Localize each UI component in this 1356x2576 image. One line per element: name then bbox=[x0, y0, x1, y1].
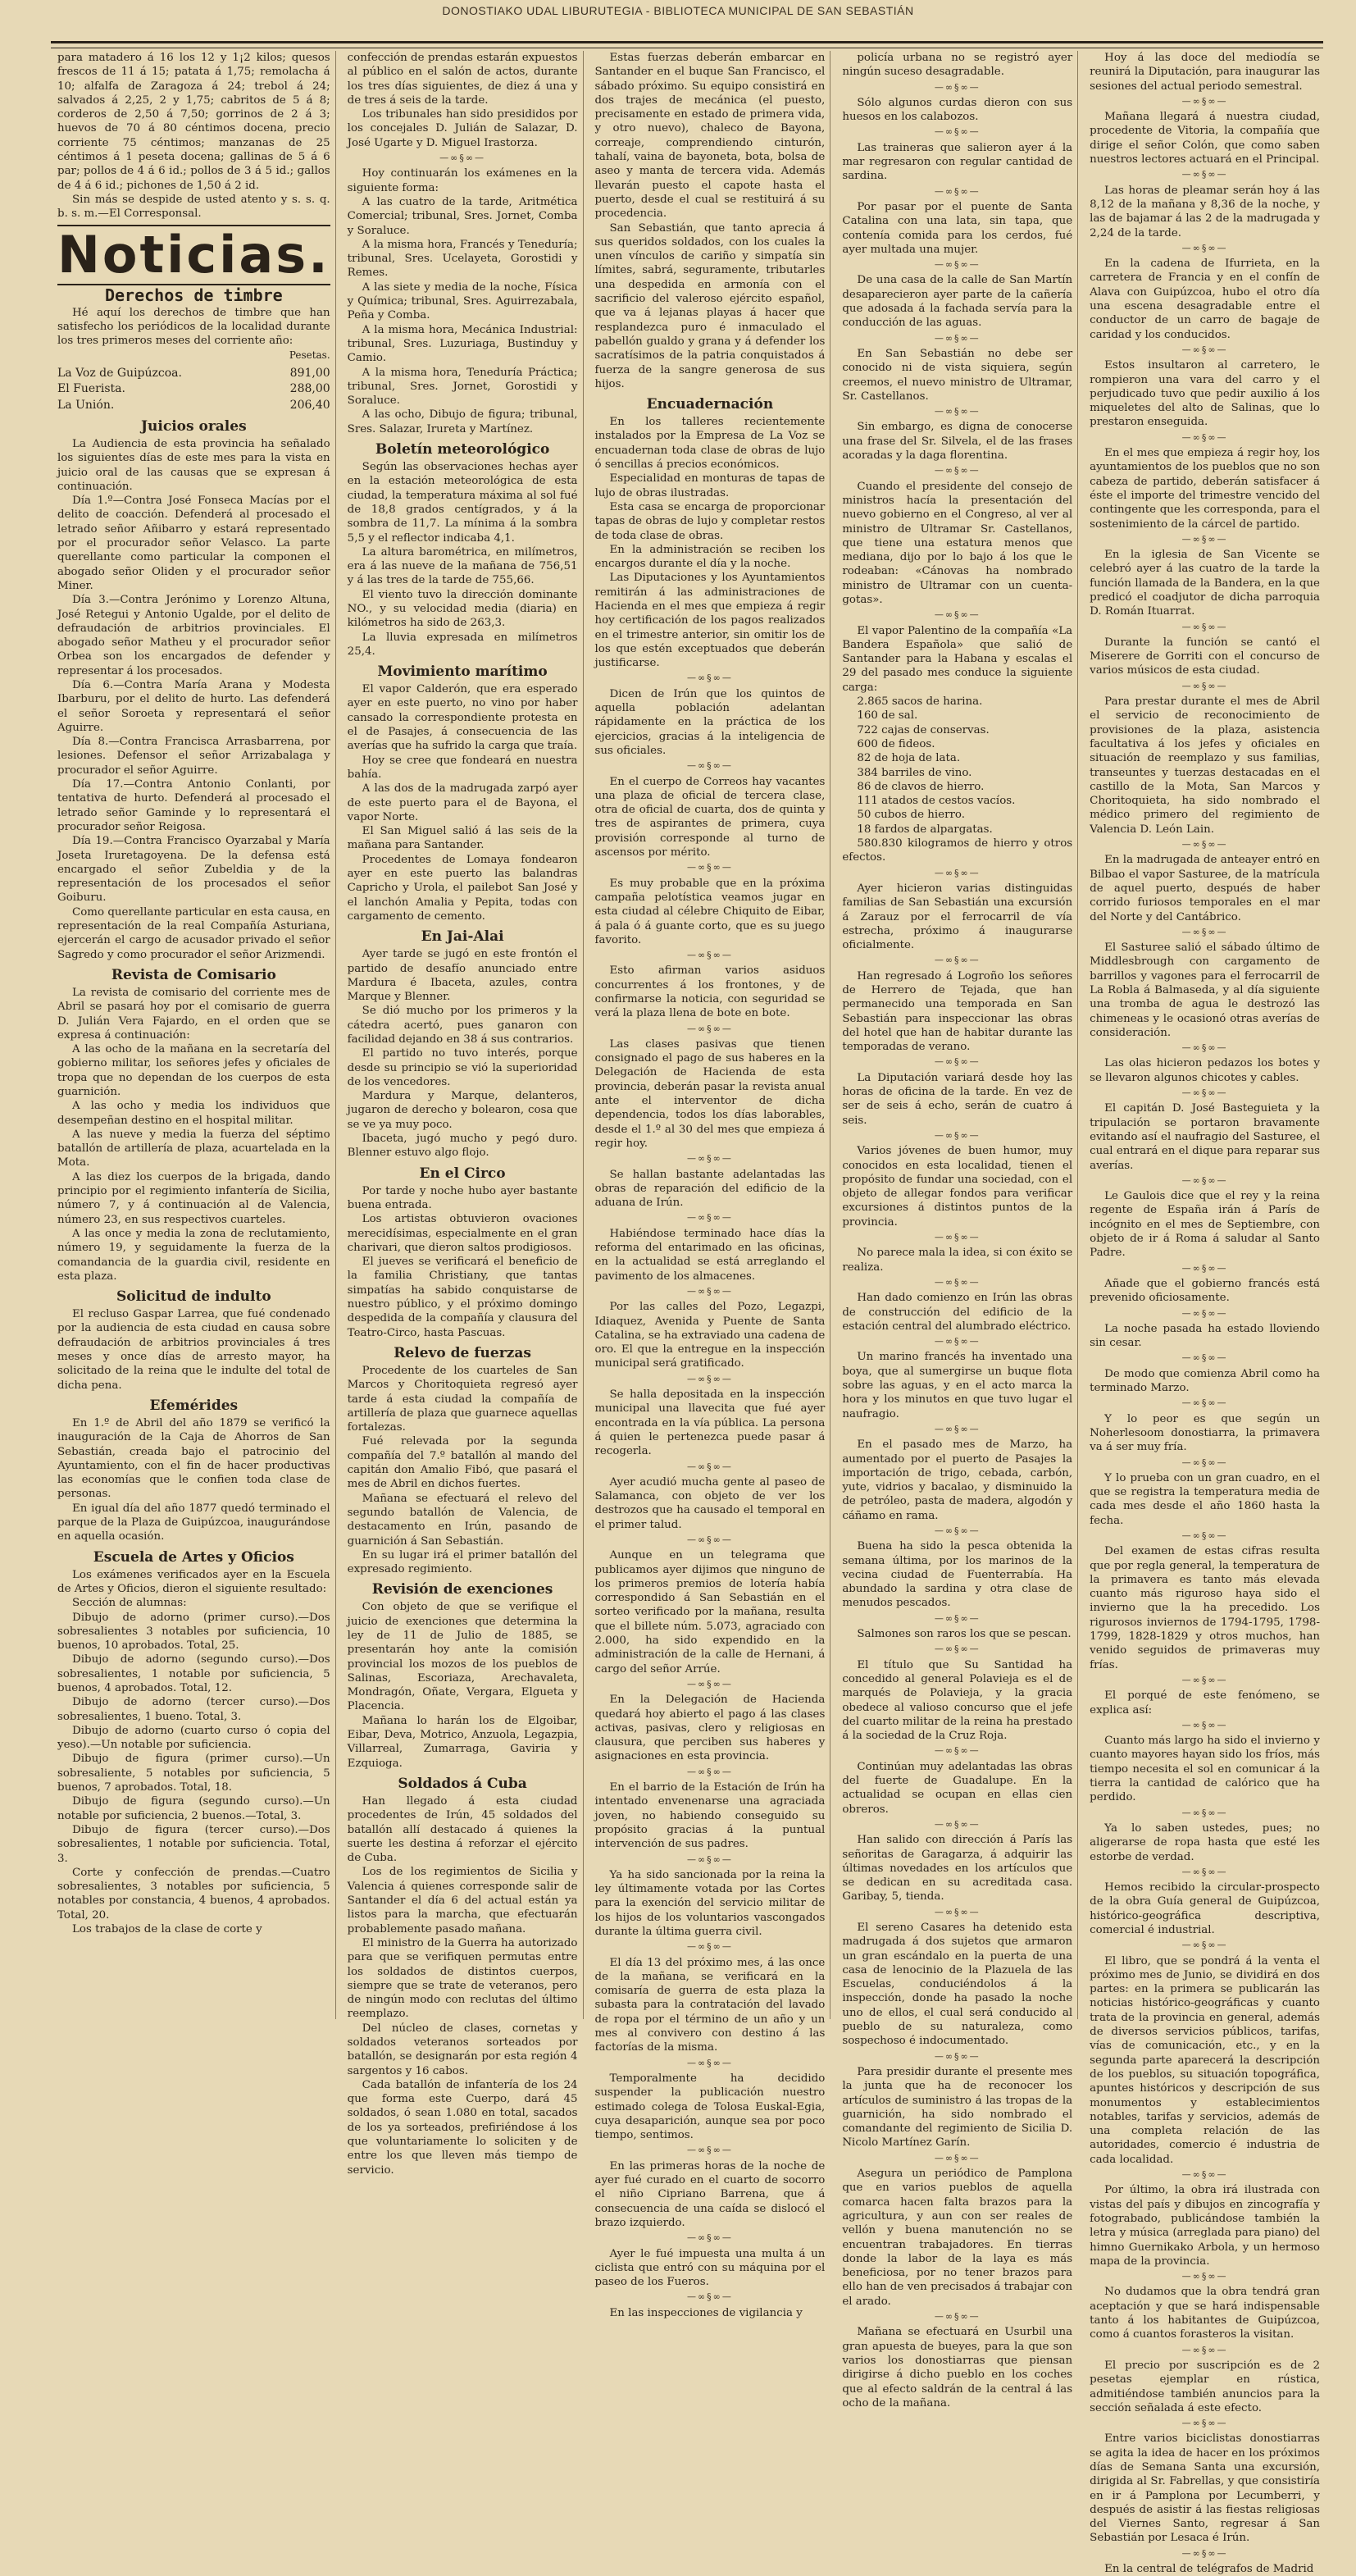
separator: —∞§∞— bbox=[934, 1129, 981, 1141]
article-paragraph: 82 de hoja de lata. bbox=[857, 752, 961, 765]
pesetas-label: Pesetas. bbox=[289, 349, 330, 361]
article-paragraph: Han regresado á Logroño los señores de Herrero de Tejada, que han permanecido una temporada en San Sebastián para inspeccionar las obras del hotel que han de habitar durante las temporadas de verano. bbox=[842, 969, 1073, 1054]
article-paragraph: A las ocho y media los individuos que desempeñan destino en el hospital militar. bbox=[57, 1100, 330, 1127]
separator: —∞§∞— bbox=[1181, 169, 1228, 180]
article-paragraph: El día 13 del próximo mes, á las once de la mañana, se verificará en la comisaría de guerra de esta plaza la subasta para la contratación del lavado de ropa por el término de un año y un mes al convivero con destino á las factorías de la misma. bbox=[594, 1956, 826, 2054]
separator: —∞§∞— bbox=[687, 2057, 733, 2068]
article-paragraph: En la administración se reciben los encargos durante el día y la noche. bbox=[594, 543, 826, 571]
article-paragraph: Día 8.—Contra Francisca Arrasbarrena, por lesiones. Defensor el señor Arrizabalaga y procurador el señor Aguirre. bbox=[57, 736, 330, 777]
article-paragraph: Dibujo de figura (tercer curso).—Dos sobresalientes, 1 notable por suficiencia. Total, 3. bbox=[57, 1823, 330, 1865]
separator: —∞§∞— bbox=[934, 2152, 981, 2163]
article-paragraph: San Sebastián, que tanto aprecia á sus queridos soldados, con los cuales la unen vínculos de cariño y simpatía sin límites, sabrá, seguramente, tributarles una despedida en armonía con el sacrificio del valeroso ejército español, que va á lejanas playas á hacer que resplandezca puro é inmaculado el pabellón gualdo y grana y á defender los sacratísimos de la patria conquistados á fuerza de la sangre generosa de sus hijos. bbox=[594, 221, 826, 390]
article-paragraph: En la cadena de Ifurrieta, en la carretera de Francia y en el confín de Alava con Guipúzcoa, hubo el otro día una escena desagradable entre el conductor de un carro de bagaje de caridad y los conducidos. bbox=[1090, 258, 1320, 341]
article-paragraph: 580.830 kilogramos de hierro y otros efectos. bbox=[842, 837, 1073, 864]
article-paragraph: Estas fuerzas deberán embarcar en Santander en el buque San Francisco, el sábado próximo. Su equipo consistirá en dos trajes de mecánica (el puesto, precisamente en estado de primera vida, y otro nuevo), chaleco de Bayona, correaje, comprendiendo cinturón, tahalí, vaina de bayoneta, bota, bolsa de aseo y manta de tercera vida. Además llevarán puesto el capote hasta el puerto, desde el cual se restituirá á su procedencia. bbox=[594, 52, 826, 221]
article-paragraph: Los de los regimientos de Sicilia y Valencia á quienes corresponde salir de Santander el día 6 del actual están ya listos para la marcha, que efectuarán probablemente pasado mañana. bbox=[347, 1866, 578, 1935]
separator: —∞§∞— bbox=[934, 1276, 981, 1288]
separator: —∞§∞— bbox=[687, 2145, 733, 2156]
article-paragraph: En su lugar irá el primer batallón del expresado regimiento. bbox=[347, 1548, 578, 1576]
separator: —∞§∞— bbox=[934, 81, 981, 93]
article-paragraph: Ayer tarde se jugó en este frontón el partido de desafío anunciado entre Mardura é Ibaceta, azules, contra Marque y Blenner. bbox=[347, 948, 578, 1004]
article-paragraph: En el mes que empieza á regir hoy, los ayuntamientos de los pueblos que no son cabeza de partido, deberán satisfacer á éste el importe del trimestre vencido del contingente que les corresponda, para el sostenimiento de la cárcel de partido. bbox=[1090, 447, 1320, 531]
article-paragraph: 86 de clavos de hierro. bbox=[857, 780, 985, 793]
article-paragraph: En las inspecciones de vigilancia y bbox=[609, 2306, 803, 2319]
article-paragraph: Por último, la obra irá ilustrada con vistas del país y dibujos en zincografía y fotograbado, publicándose también la letra y música (arreglada para piano) del himno Guernikako Arbola, y un hermoso mapa de la provincia. bbox=[1090, 2184, 1320, 2268]
article-paragraph: Del examen de estas cifras resulta que por regla general, la temperatura de la primavera es tanto más elevada cuanto más riguroso haya sido el invierno que la ha precedido. Los rigurosos inviernos de 1794-1795, 1798-1799, 1828-1829 y otros muchos, han venido seguidos de primaveras muy frías. bbox=[1090, 1545, 1320, 1671]
article-paragraph: 18 fardos de alpargatas. bbox=[857, 823, 993, 836]
heading-jaialai: En Jai-Alai bbox=[421, 928, 504, 946]
article-paragraph: 160 de sal. bbox=[857, 709, 918, 723]
article-paragraph: Mañana se efectuará en Usurbil una gran apuesta de bueyes, para la que son varios los donostiarras que piensan dirigirse á dicho pueblo en los coches que al efecto saldrán de la central á las ocho de la mañana. bbox=[842, 2326, 1073, 2410]
separator: —∞§∞— bbox=[1181, 1719, 1228, 1730]
column-3 bbox=[590, 51, 831, 2319]
separator: —∞§∞— bbox=[934, 609, 981, 621]
article-paragraph: Y lo peor es que según un Noherlesoom donostiarra, la primavera va á ser muy fría. bbox=[1090, 1412, 1320, 1454]
separator: —∞§∞— bbox=[934, 1818, 981, 1830]
separator: —∞§∞— bbox=[687, 1461, 733, 1472]
separator: —∞§∞— bbox=[1181, 1087, 1228, 1099]
separator: —∞§∞— bbox=[1181, 1807, 1228, 1818]
article-paragraph: Hemos recibido la circular-prospecto de la obra Guía general de Guipúzcoa, histórico-geográfica descriptiva, comercial é industrial. bbox=[1090, 1881, 1320, 1936]
article-paragraph: Dibujo de adorno (tercer curso).—Dos sobresalientes, 1 bueno. Total, 3. bbox=[57, 1696, 330, 1723]
article-paragraph: Ya ha sido sancionada por la reina la ley últimamente votada por las Cortes para la exención del servicio militar de los hijos de los voluntarios vascongados durante la última guerra civil. bbox=[594, 1868, 826, 1938]
separator: —∞§∞— bbox=[934, 1423, 981, 1434]
article-paragraph: En los talleres recientemente instalados por la Empresa de La Voz se encuadernan toda clase de obras de lujo ó sencillas á precios económicos. bbox=[594, 416, 826, 472]
article-paragraph: El partido no tuvo interés, porque desde su principio se vió la superioridad de los vencedores. bbox=[347, 1047, 578, 1088]
article-paragraph: El Sasturee salió el sábado último de Middlesbrough con cargamento de barrillos y vagones para el ferrocarril de La Robla á Balmaseda, y al día siguiente una tromba de agua le destrozó las chimeneas y le ocasionó otras averías de consideración. bbox=[1090, 941, 1320, 1039]
article-paragraph: Continúan muy adelantadas las obras del fuerte de Guadalupe. En la actualidad se ocupan en ellas cien obreros. bbox=[842, 1760, 1073, 1816]
separator: —∞§∞— bbox=[934, 406, 981, 417]
separator: —∞§∞— bbox=[439, 153, 485, 164]
article-paragraph: El porqué de este fenómeno, se explica así: bbox=[1090, 1689, 1320, 1717]
article-paragraph: Se hallan bastante adelantadas las obras de reparación del edificio de la aduana de Irún. bbox=[594, 1168, 826, 1210]
article-paragraph: El vapor Calderón, que era esperado ayer en este puerto, no vino por haber cansado la correspondiente protesta en el de Pasajes, á consecuencia de las averías que ha sufrido la carga que traía. bbox=[347, 683, 578, 753]
newspaper-columns bbox=[52, 51, 1325, 2576]
separator: —∞§∞— bbox=[1181, 1866, 1228, 1877]
price-row bbox=[57, 381, 330, 397]
article-paragraph: La altura barométrica, en milímetros, era á las nueve de la mañana de 756,51 y á las tres de la tarde de 755,66. bbox=[347, 545, 578, 587]
heading-escuela: Escuela de Artes y Oficios bbox=[93, 1548, 294, 1566]
paper-name: La Voz de Guipúzcoa. bbox=[57, 367, 182, 381]
article-paragraph: La noche pasada ha estado lloviendo sin cesar. bbox=[1090, 1322, 1320, 1350]
article-paragraph: Aunque en un telegrama que publicamos ayer dijimos que ninguno de los primeros premios de lotería había correspondido á San Sebastián en el sorteo verificado por la mañana, resulta que el billete núm. 5.073, agraciado con 2.000, ha sido expendido en la administración de la calle de Hernani, á cargo del señor Arrúe. bbox=[594, 1549, 826, 1676]
separator: —∞§∞— bbox=[687, 1766, 733, 1777]
article-paragraph: Es muy probable que en la próxima campaña pelotística veamos jugar en esta ciudad al célebre Chiquito de Eibar, á pala ó á guante corto, que es su juego favorito. bbox=[594, 877, 826, 946]
heading-encuadernacion: Encuadernación bbox=[646, 396, 774, 413]
article-paragraph: Sección de alumnas: bbox=[72, 1597, 187, 1610]
article-paragraph: 722 cajas de conservas. bbox=[857, 723, 990, 736]
article-paragraph: A las ocho, Dibujo de figura; tribunal, Sres. Salazar, Irureta y Martínez. bbox=[347, 408, 578, 435]
separator: —∞§∞— bbox=[934, 1336, 981, 1347]
article-paragraph: Y lo prueba con un gran cuadro, en el que se registra la temperatura media de cada mes desde el año 1860 hasta la fecha. bbox=[1090, 1471, 1320, 1527]
article-paragraph: Para prestar durante el mes de Abril el servicio de reconocimiento de provisiones de la plaza, asistencia facultativa á los jefes y oficiales en situación de reemplazo y sus familias, transeuntes y tuerzas destacadas en el castillo de la Mota, San Marcos y Choritoquieta, ha sido nombrado el médico primero del regimiento de Valencia D. León Lain. bbox=[1090, 695, 1320, 836]
separator: —∞§∞— bbox=[1181, 1530, 1228, 1541]
article-paragraph: Hoy continuarán los exámenes en la siguiente forma: bbox=[347, 167, 578, 194]
heading-relevo: Relevo de fuerzas bbox=[394, 1344, 531, 1361]
article-paragraph: Por las calles del Pozo, Legazpi, Idiaquez, Avenida y Puente de Santa Catalina, se ha extraviado una cadena de oro. El que la entregue en la inspección municipal será gratificado. bbox=[594, 1301, 826, 1370]
article-paragraph: Añade que el gobierno francés está prevenido oficiosamente. bbox=[1090, 1277, 1320, 1305]
price-table bbox=[57, 366, 330, 413]
article-paragraph: Corte y confección de prendas.—Cuatro sobresalientes, 3 notables por suficiencia, 5 notables por constancia, 4 buenos, 4 aprobados. Total, 20. bbox=[57, 1866, 330, 1922]
article-paragraph: A la misma hora, Mecánica Industrial: tribunal, Sres. Luzuriaga, Bustinduy y Camio. bbox=[347, 323, 578, 365]
article-paragraph: Las traineras que salieron ayer á la mar regresaron con regular cantidad de sardina. bbox=[842, 141, 1073, 183]
article-paragraph: En San Sebastián no debe ser conocido ni de vista siquiera, según creemos, el nuevo ministro de Ultramar, Sr. Castellanos. bbox=[842, 347, 1073, 403]
heading-exenciones: Revisión de exenciones bbox=[371, 1581, 553, 1598]
indulto-text: El recluso Gaspar Larrea, que fué condenado por la audiencia de esta ciudad en causa sobre defraudación de arbitrios provinciales á tres meses y once días de arresto mayor, ha solicitado de la reina que le indulte del total de dicha pena. bbox=[57, 1308, 330, 1392]
article-paragraph: Cada batallón de infantería de los 24 que forma este Cuerpo, dará 45 soldados, ó sean 1.080 en total, sacados de los ya sorteados, prefiriéndose á los que voluntariamente lo soliciten y de entre los que lleven más tiempo de servicio. bbox=[347, 2078, 578, 2177]
article-paragraph: A la misma hora, Teneduría Práctica; tribunal, Sres. Jornet, Gorostidi y Soraluce. bbox=[347, 366, 578, 408]
section-masthead: Noticias. bbox=[57, 224, 330, 285]
article-paragraph: Mañana se efectuará el relevo del segundo batallón de Valencia, de destacamento en Irún, pasando de guarnición á San Sebastián. bbox=[347, 1492, 578, 1548]
article-paragraph: El capitán D. José Basteguieta y la tripulación se portaron bravamente evitando así el naufragio del Sasturee, el cual entrará en el dique para reparar sus averías. bbox=[1090, 1102, 1320, 1172]
separator: —∞§∞— bbox=[687, 1941, 733, 1953]
article-paragraph: No parece mala la idea, si con éxito se realiza. bbox=[842, 1247, 1073, 1274]
separator: —∞§∞— bbox=[934, 1525, 981, 1536]
article-paragraph: A las once y media la zona de reclutamiento, número 19, y seguidamente la fuerza de la comandancia de la guardia civil, residente en esta plaza. bbox=[57, 1227, 330, 1283]
article-paragraph: En la Delegación de Hacienda quedará hoy abierto el pago á las clases activas, pasivas, clero y religiosas en clausura, que perciben sus haberes y asignaciones en esta provincia. bbox=[594, 1694, 826, 1763]
article-paragraph: Dibujo de figura (segundo curso).—Un notable por suficiencia, 2 buenos.—Total, 3. bbox=[57, 1795, 330, 1822]
article-paragraph: Los trabajos de la clase de corte y bbox=[72, 1923, 262, 1936]
article-paragraph: Han salido con dirección á París las señoritas de Garagarza, á adquirir las últimas novedades en los artículos que se dedican en su acreditada casa. Garibay, 5, tienda. bbox=[842, 1834, 1073, 1904]
article-paragraph: Procedente de los cuarteles de San Marcos y Choritoquieta regresó ayer tarde á esta ciudad la compañía de artillería de plaza que guarnece aquellas fortalezas. bbox=[347, 1364, 578, 1434]
separator: —∞§∞— bbox=[1181, 1352, 1228, 1364]
separator: —∞§∞— bbox=[1181, 926, 1228, 937]
heading-boletin: Boletín meteorológico bbox=[375, 441, 550, 458]
separator: —∞§∞— bbox=[1181, 1457, 1228, 1468]
market-prices-text: para matadero á 16 los 12 y 1¡2 kilos; quesos frescos de 11 á 15; patata á 1,75; remolacha á 10; alfalfa de Zaragoza á 24; trebol á 24; salvados á 2,25, 2 y 1,75; cabritos de 5 á 8; corderos de 2,50 á 7,50; gorrinos de 2 á 3; huevos de 70 á 80 céntimos docena, precio corriente 75 céntimos; manzanas de 25 céntimos á 1 peseta docena; gallinas de 5 á 6 par; pollos de 4 á 6 id.; pollos de 3 á 5 id.; gallos de 4 á 6 id.; pichones de 1,50 á 2 id. bbox=[57, 52, 330, 192]
separator: —∞§∞— bbox=[1181, 242, 1228, 253]
article-paragraph: Ya lo saben ustedes, pues; no aligerarse de ropa hasta que esté les estorbe de verdad. bbox=[1090, 1821, 1320, 1863]
column-1 bbox=[52, 51, 336, 2019]
separator: —∞§∞— bbox=[1181, 1174, 1228, 1186]
separator: —∞§∞— bbox=[1181, 680, 1228, 691]
separator: —∞§∞— bbox=[934, 955, 981, 966]
article-paragraph: Ayer le fué impuesta una multa á un ciclista que entró con su máquina por el paseo de los Fueros. bbox=[594, 2247, 826, 2289]
article-paragraph: El viento tuvo la dirección dominante NO., y su velocidad media (diaria) en kilómetros ha sido de 263,3. bbox=[347, 588, 578, 630]
article-paragraph: Sin embargo, es digna de conocerse una frase del Sr. Silvela, el de las frases acoradas y la daga florentina. bbox=[842, 421, 1073, 463]
separator: —∞§∞— bbox=[1181, 2169, 1228, 2181]
article-paragraph: Le Gaulois dice que el rey y la reina regente de España irán á París de incógnito en el mes de Septiembre, con objeto de ir á Roma á saludar al Santo Padre. bbox=[1090, 1190, 1320, 1260]
article-paragraph: Día 17.—Contra Antonio Conlanti, por tentativa de hurto. Defenderá al procesado el letrado señor Gaminde y lo representará el procurador señor Reigosa. bbox=[57, 778, 330, 833]
heading-revista: Revista de Comisario bbox=[111, 966, 276, 983]
article-paragraph: Dibujo de adorno (primer curso).—Dos sobresalientes 3 notables por suficiencia, 10 buenos, 10 aprobados. Total, 25. bbox=[57, 1611, 330, 1653]
paper-name: El Fuerista. bbox=[57, 382, 125, 396]
article-paragraph: De modo que comienza Abril como ha terminado Marzo. bbox=[1090, 1367, 1320, 1395]
article-paragraph: Buena ha sido la pesca obtenida la semana última, por los marinos de la vecina ciudad de Fuenterrabía. Ha abundado la sardina y otra clase de menudos pescados. bbox=[842, 1540, 1073, 1610]
article-paragraph: La revista de comisario del corriente mes de Abril se pasará hoy por el comisario de guerra D. Julián Vera Fajardo, en el orden que se expresa á continuación: bbox=[57, 986, 330, 1042]
article-paragraph: Cuanto más largo ha sido el invierno y cuanto mayores hayan sido los fríos, más tiempo necesita el sol en comunicar á la tierra la cantidad de calórico que ha perdido. bbox=[1090, 1735, 1320, 1804]
article-paragraph: Los artistas obtuvieron ovaciones merecidísimas, especialmente en el gran charivari, que dieron saltos prodigiosos. bbox=[347, 1213, 578, 1254]
article-paragraph: A las nueve y media la fuerza del séptimo batallón de artillería de plaza, acuartelada en la Mota. bbox=[57, 1128, 330, 1169]
separator: —∞§∞— bbox=[1181, 1674, 1228, 1685]
article-paragraph: En la madrugada de anteayer entró en Bilbao el vapor Sasturee, de la matrícula de aquel puerto, después de haber corrido furiosos temporales en el mar del Norte y del Cantábrico. bbox=[1090, 854, 1320, 923]
separator: —∞§∞— bbox=[687, 1534, 733, 1545]
separator: —∞§∞— bbox=[687, 1678, 733, 1689]
article-paragraph: 600 de fideos. bbox=[857, 737, 935, 750]
price-row bbox=[57, 366, 330, 381]
article-paragraph: Se halla depositada en la inspección municipal una llavecita que fué ayer encontrada en la vía pública. La persona á quien le pertenezca puede pasar á recogerla. bbox=[594, 1388, 826, 1458]
article-paragraph: Día 19.—Contra Francisco Oyarzabal y María Joseta Iruretagoyena. De la defensa está encargado el señor Zubeldia y de la representación de los procesados el señor Goiburu. bbox=[57, 835, 330, 905]
article-paragraph: 50 cubos de hierro. bbox=[857, 809, 965, 822]
article-paragraph: Varios jóvenes de buen humor, muy conocidos en esta localidad, tienen el propósito de fundar una sociedad, con el objeto de allegar fondos para verificar excursiones á distintos puntos de la provincia. bbox=[842, 1145, 1073, 1229]
column-4 bbox=[837, 51, 1078, 2410]
separator: —∞§∞— bbox=[934, 126, 981, 138]
paper-name: La Unión. bbox=[57, 398, 115, 412]
article-paragraph: Temporalmente ha decidido suspender la publicación nuestro estimado colega de Tolosa Euskal-Egia, cuya desaparición, aunque sea por poco tiempo, sentimos. bbox=[594, 2072, 826, 2142]
separator: —∞§∞— bbox=[687, 862, 733, 873]
article-paragraph: A las dos de la madrugada zarpó ayer de este puerto para el de Bayona, el vapor Norte. bbox=[347, 782, 578, 823]
separator: —∞§∞— bbox=[687, 2232, 733, 2244]
article-paragraph: 384 barriles de vino. bbox=[857, 766, 972, 779]
article-paragraph: No dudamos que la obra tendrá gran aceptación y que se hará indispensable tanto á los habitantes de Guipúzcoa, como á cuantos forasteros la visitan. bbox=[1090, 2286, 1320, 2341]
article-paragraph: policía urbana no se registró ayer ningún suceso desagradable. bbox=[842, 52, 1073, 79]
article-paragraph: Sólo algunos curdas dieron con sus huesos en los calabozos. bbox=[842, 96, 1073, 124]
separator: —∞§∞— bbox=[934, 1906, 981, 1917]
article-paragraph: Los exámenes verificados ayer en la Escuela de Artes y Oficios, dieron el siguiente resultado: bbox=[57, 1568, 330, 1595]
separator: —∞§∞— bbox=[1181, 621, 1228, 632]
article-paragraph: Estos insultaron al carretero, le rompieron una vara del carro y el perjudicado tuvo que pedir auxilio á los miqueletes del alto de Salinas, que lo prestaron enseguida. bbox=[1090, 359, 1320, 429]
article-paragraph: Ayer acudió mucha gente al paseo de Salamanca, con objeto de ver los destrozos que ha causado el temporal en el primer talud. bbox=[594, 1475, 826, 1531]
separator: —∞§∞— bbox=[934, 1612, 981, 1624]
article-paragraph: Esta casa se encarga de proporcionar tapas de obras de lujo y completar restos de toda clase de obras. bbox=[594, 500, 826, 542]
article-paragraph: Con objeto de que se verifique el juicio de exenciones que determina la ley de 11 de Julio de 1885, se presentarán hoy ante la comisión provincial los mozos de los pueblos de Salinas, Escoriaza, Arechavaleta, Mondragón, Oñate, Vergara, Elgueta y Placencia. bbox=[347, 1601, 578, 1713]
article-paragraph: Un marino francés ha inventado una boya, que al sumergirse un buque flota sobre las aguas, y en el acto marca la hora y los minutos en que tuvo lugar el naufragio. bbox=[842, 1351, 1073, 1420]
article-paragraph: La lluvia expresada en milímetros 25,4. bbox=[347, 631, 578, 658]
article-paragraph: Las Diputaciones y los Ayuntamientos remitirán á las administraciones de Hacienda en el mes que empieza á regir hoy certificación de los pagos realizados en el trimestre anterior, sin omitir los de los que estén exceptuados que deberán justificarse. bbox=[594, 572, 826, 670]
separator: —∞§∞— bbox=[934, 259, 981, 271]
column-text: Los tribunales han sido presididos por los concejales D. Julián de Salazar, D. José Ugarte y D. Miguel Irastorza. bbox=[347, 108, 578, 149]
article-paragraph: Mañana llegará á nuestra ciudad, procedente de Vitoria, la compañía que dirige el señor Colón, que como saben nuestros lectores actuará en el Principal. bbox=[1090, 111, 1320, 166]
heading-movimiento: Movimiento marítimo bbox=[377, 663, 548, 681]
article-paragraph: A la misma hora, Francés y Teneduría; tribunal, Sres. Ucelayeta, Gorostidi y Remes. bbox=[347, 238, 578, 280]
article-paragraph: En 1.º de Abril del año 1879 se verificó la inauguración de la Caja de Ahorros de San Sebastián, creada bajo el patrocinio del Ayuntamiento, con el fin de hacer productivas las economías que le confien toda clase de personas. bbox=[57, 1416, 330, 1501]
article-paragraph: Las clases pasivas que tienen consignado el pago de sus haberes en la Delegación de Hacienda de esta provincia, deberán pasar la revista anual ante el interventor de dicha dependencia, todos los días laborables, desde el 1.º al 30 del mes que empieza á regir hoy. bbox=[594, 1037, 826, 1150]
article-paragraph: El San Miguel salió á las seis de la mañana para Santander. bbox=[347, 825, 578, 852]
heading-juicios: Juicios orales bbox=[141, 417, 247, 435]
article-paragraph: A las cuatro de la tarde, Aritmética Comercial; tribunal, Sres. Jornet, Comba y Soraluce. bbox=[347, 195, 578, 237]
article-paragraph: Fué relevada por la segunda compañía del 7.º batallón al mando del capitán don Amalio Fibó, que pasará el mes de Abril en dichos fuertes. bbox=[347, 1435, 578, 1491]
separator: —∞§∞— bbox=[1181, 2344, 1228, 2355]
article-paragraph: Asegura un periódico de Pamplona que en varios pueblos de aquella comarca hacen falta brazos para la agricultura, y aun con ser reales de vellón y buena manutención no se encuentran trabajadores. En tierras donde la labor de la laya es más beneficiosa, por no tener brazos para ello han de ven precisados á trabajar con el arado. bbox=[842, 2168, 1073, 2308]
article-paragraph: Del núcleo de clases, cornetas y soldados veteranos sorteados por batallón, se designarán por esta región 4 sargentos y 16 cabos. bbox=[347, 2022, 578, 2077]
article-paragraph: Como querellante particular en esta causa, en representación de la real Compañía Asturiana, ejercerán el cargo de acusador privado el señor Sagredo y como procurador el señor Arizmendi. bbox=[57, 905, 330, 961]
separator: —∞§∞— bbox=[934, 465, 981, 476]
article-paragraph: Según las observaciones hechas ayer en la estación meteorológica de esta ciudad, la temperatura máxima al sol fué de 18,8 grados centígrados, y á la sombra de 11,7. La mínima á la sombra 5,5 y el reflector indicaba 4,1. bbox=[347, 461, 578, 545]
price-row bbox=[57, 398, 330, 413]
separator: —∞§∞— bbox=[687, 1373, 733, 1384]
separator: —∞§∞— bbox=[1181, 431, 1228, 443]
article-paragraph: El libro, que se pondrá á la venta el próximo mes de Junio, se dividirá en dos partes: en la primera se publicarán las noticias histórico-geográficas y cuanto trata de la provincia en general, además de diversos servicios públicos, tarifas, vías de comunicación, etc., y en la segunda parte aparecerá la descripción de los pueblos, su situación topográfica, apuntes históricos y descripción de sus monumentos y establecimientos notables, tarifas y servicios, además de una completa relación de las autoridades, comercio é industria de cada localidad. bbox=[1090, 1954, 1320, 2166]
heading-indulto: Solicitud de indulto bbox=[116, 1288, 271, 1306]
separator: —∞§∞— bbox=[934, 2050, 981, 2062]
separator: —∞§∞— bbox=[687, 1853, 733, 1865]
article-paragraph: Durante la función se cantó el Miserere de Gorriti con el concurso de varios músicos de esta ciudad. bbox=[1090, 636, 1320, 677]
article-paragraph: Dibujo de adorno (segundo curso).—Dos sobresalientes, 1 notable por suficiencia, 5 buenos, 4 aprobados. Total, 12. bbox=[57, 1653, 330, 1694]
article-paragraph: Por pasar por el puente de Santa Catalina con una lata, sin tapa, que contenía comida para los cerdos, fué ayer multada una mujer. bbox=[842, 200, 1073, 256]
separator: —∞§∞— bbox=[1181, 1940, 1228, 1951]
paper-amount: 891,00 bbox=[289, 367, 330, 381]
article-paragraph: Las horas de pleamar serán hoy á las 8,12 de la mañana y 8,36 de la noche, y las de bajamar á las 2 de la madrugada y 2,24 de la tarde. bbox=[1090, 184, 1320, 239]
article-paragraph: Día 1.º—Contra José Fonseca Macías por el delito de coacción. Defenderá al procesado el letrado señor Añibarro y estará representado por el procurador señor Velasco. La parte querellante como particular la componen el abogado señor Oliden y el procurador señor Miner. bbox=[57, 495, 330, 592]
article-paragraph: Dibujo de figura (primer curso).—Un sobresaliente, 5 notables por suficiencia, 5 buenos, 7 aprobados. Total, 18. bbox=[57, 1753, 330, 1794]
column-2 bbox=[343, 51, 584, 2177]
derechos-text: Hé aquí los derechos de timbre que han satisfecho los periódicos de la localidad durante los tres primeros meses del corriente año: bbox=[57, 306, 330, 348]
separator: —∞§∞— bbox=[1181, 2418, 1228, 2429]
separator: —∞§∞— bbox=[934, 332, 981, 344]
article-paragraph: El sereno Casares ha detenido esta madrugada á dos sujetos que armaron un gran escándalo en la puerta de una casa de lenocinio de la Plazuela de las Escuelas, conduciéndolos á la inspección, donde ha pasado la noche uno de ellos, el cual será conducido al pueblo de su naturaleza, como sospechoso é indocumentado. bbox=[842, 1922, 1073, 2048]
article-paragraph: En el pasado mes de Marzo, ha aumentado por el puerto de Pasajes la importación de trigo, cebada, carbón, yute, vidrios y bacalao, y disminuido la de petróleo, pasta de madera, algodón y cáñamo en rama. bbox=[842, 1438, 1073, 1522]
article-paragraph: En las primeras horas de la noche de ayer fué curado en el cuarto de socorro el niño Cipriano Barrena, que á consecuencia de una caída se dislocó el brazo izquierdo. bbox=[594, 2159, 826, 2229]
article-paragraph: Dicen de Irún que los quintos de aquella población adelantan rápidamente en la práctica de los ejercicios, gracias á la inteligencia de sus oficiales. bbox=[594, 687, 826, 757]
top-rule bbox=[51, 41, 1323, 48]
article-paragraph: La Audiencia de esta provincia ha señalado los siguientes días de este mes para la vista en juicio oral de las causas que se expresan á continuación. bbox=[57, 437, 330, 493]
article-paragraph: 2.865 sacos de harina. bbox=[857, 695, 983, 709]
article-paragraph: En igual día del año 1877 quedó terminado el parque de la Plaza de Guipúzcoa, inaugurándose en aquella ocasión. bbox=[57, 1502, 330, 1543]
article-paragraph: Mardura y Marque, delanteros, jugaron de derecho y bolearon, cosa que se ve ya muy poco. bbox=[347, 1090, 578, 1131]
separator: —∞§∞— bbox=[934, 1644, 981, 1655]
separator: —∞§∞— bbox=[1181, 1262, 1228, 1274]
separator: —∞§∞— bbox=[1181, 533, 1228, 545]
separator: —∞§∞— bbox=[1181, 1397, 1228, 1409]
article-paragraph: A las ocho de la mañana en la secretaría del gobierno militar, los señores jefes y oficiales de tropa que no dependan de los cuerpos de esta guarnición. bbox=[57, 1043, 330, 1098]
article-paragraph: El vapor Palentino de la compañía «La Bandera Española» que salió de Santander para la Habana y escalas el 29 del pasado mes conduce la siguiente carga: bbox=[842, 624, 1073, 694]
separator: —∞§∞— bbox=[934, 2311, 981, 2323]
article-paragraph: Salmones son raros los que se pescan. bbox=[857, 1628, 1072, 1641]
archive-header: DONOSTIAKO UDAL LIBURUTEGIA - BIBLIOTECA MUNICIPAL DE SAN SEBASTIÁN bbox=[442, 4, 914, 17]
column-5 bbox=[1085, 51, 1325, 2576]
heading-circo: En el Circo bbox=[419, 1165, 506, 1182]
paper-amount: 206,40 bbox=[289, 398, 330, 412]
article-paragraph: Para presidir durante el presente mes la junta que ha de reconocer los artículos de suministro á las tropas de la guarnición, ha sido nombrado el comandante del regimiento de Sicilia D. Nicolo Martínez Garín. bbox=[842, 2065, 1073, 2150]
article-paragraph: Día 3.—Contra Jerónimo y Lorenzo Altuna, José Retegui y Antonio Ugalde, por el delito de defraudación de arbitrios provinciales. El abogado señor Matheu y el procurador señor Orbea son los encargados de defender y representar á los procesados. bbox=[57, 594, 330, 677]
article-paragraph: Ayer hicieron varias distinguidas familias de San Sebastián una excursión á Zarauz por el ferrocarril de vía estrecha, próximo á inaugurarse oficialmente. bbox=[842, 882, 1073, 952]
article-paragraph: Especialidad en monturas de tapas de lujo de obras ilustradas. bbox=[594, 472, 826, 499]
article-paragraph: Mañana lo harán los de Elgoibar, Eibar, Deva, Motrico, Anzuola, Legazpia, Villarreal, Zumarraga, Gaviria y Ezquioga. bbox=[347, 1714, 578, 1770]
separator: —∞§∞— bbox=[687, 1153, 733, 1165]
article-paragraph: En el barrio de la Estación de Irún ha intentado envenenarse una agraciada joven, no habiendo conseguido su propósito gracias á la puntual intervención de sus padres. bbox=[594, 1781, 826, 1851]
article-paragraph: El precio por suscripción es de 2 pesetas ejemplar en rústica, admitiéndose también anuncios para la sección señalada á este efecto. bbox=[1090, 2359, 1320, 2414]
heading-efemerides: Efemérides bbox=[149, 1397, 239, 1414]
separator: —∞§∞— bbox=[687, 2291, 733, 2303]
article-paragraph: Dibujo de adorno (cuarto curso ó copia del yeso).—Un notable por suficiencia. bbox=[57, 1724, 330, 1752]
article-paragraph: En la central de telégrafos de Madrid bbox=[1104, 2563, 1314, 2576]
article-paragraph: 111 atados de cestos vacíos. bbox=[857, 795, 1016, 808]
separator: —∞§∞— bbox=[934, 867, 981, 878]
article-paragraph: Ibaceta, jugó mucho y pegó duro. Blenner estuvo algo flojo. bbox=[347, 1133, 578, 1160]
separator: —∞§∞— bbox=[1181, 839, 1228, 850]
separator: —∞§∞— bbox=[687, 760, 733, 772]
separator: —∞§∞— bbox=[1181, 2271, 1228, 2282]
separator: —∞§∞— bbox=[1181, 1042, 1228, 1054]
separator: —∞§∞— bbox=[687, 1023, 733, 1034]
column-text: confección de prendas estarán expuestos al público en el salón de actos, durante los tres días siguientes, de diez á una y de tres á seis de la tarde. bbox=[347, 52, 578, 107]
article-paragraph: Las olas hicieron pedazos los botes y se llevaron algunos chicotes y cables. bbox=[1090, 1057, 1320, 1084]
article-paragraph: Cuando el presidente del consejo de ministros hacía la presentación del nuevo gobierno en el Congreso, al ver al ministro de Ultramar Sr. Castellanos, que tiene una estatura menos que mediana, dijo por lo bajo á los que le rodeaban: «Cánovas ha nombrado ministro de Ultramar con un cuenta-gotas». bbox=[842, 480, 1073, 606]
article-paragraph: Habiéndose terminado hace días la reforma del entarimado en las oficinas, en la actualidad se está arreglando el pavimento de los almacenes. bbox=[594, 1227, 826, 1283]
separator: —∞§∞— bbox=[687, 1212, 733, 1224]
article-paragraph: Procedentes de Lomaya fondearon ayer en este puerto las balandras Capricho y Urola, el pailebot San José y el lanchón Amalia y Pepita, todas con cargamento de cemento. bbox=[347, 853, 578, 923]
article-paragraph: En el cuerpo de Correos hay vacantes una plaza de oficial de tercera clase, otra de oficial de cuarta, dos de quinta y tres de aspirantes de primera, cuya provisión corresponde al turno de ascensos por mérito. bbox=[594, 775, 826, 859]
heading-derechos: Derechos de timbre bbox=[104, 285, 283, 305]
article-paragraph: A las siete y media de la noche, Física y Química; tribunal, Sres. Aguirrezabala, Peña y Comba. bbox=[347, 280, 578, 322]
article-paragraph: Han dado comienzo en Irún las obras de construcción del edificio de la estación central del alumbrado eléctrico. bbox=[842, 1292, 1073, 1333]
separator: —∞§∞— bbox=[934, 185, 981, 197]
article-paragraph: El título que Su Santidad ha concedido al general Polavieja es el de marqués de Polavieja, y la gracia obedece al valioso concurso que el jefe del cuarto militar de la reina ha prestado á la sociedad de la Cruz Roja. bbox=[842, 1658, 1073, 1743]
article-paragraph: De una casa de la calle de San Martín desaparecieron ayer parte de la cañería que adosada á la fachada servía para la conducción de las aguas. bbox=[842, 274, 1073, 330]
separator: —∞§∞— bbox=[1181, 95, 1228, 107]
separator: —∞§∞— bbox=[934, 1745, 981, 1757]
article-paragraph: A las diez los cuerpos de la brigada, dando principio por el regimiento infantería de Sicilia, número 7, y á continuación al de Valencia, número 23, en sus respectivos cuarteles. bbox=[57, 1170, 330, 1226]
separator: —∞§∞— bbox=[687, 950, 733, 961]
article-paragraph: Por tarde y noche hubo ayer bastante buena entrada. bbox=[347, 1184, 578, 1211]
article-paragraph: Se dió mucho por los primeros y la cátedra acertó, pues ganaron con facilidad dejando en 38 á sus contrarios. bbox=[347, 1005, 578, 1046]
article-paragraph: Hoy á las doce del mediodía se reunirá la Diputación, para inaugurar las sesiones del actual periodo semestral. bbox=[1090, 52, 1320, 93]
article-paragraph: En la iglesia de San Vicente se celebró ayer á las cuatro de la tarde la función llamada de la Bandera, en la que predicó el coadjutor de dicha parroquia D. Román Ituarrat. bbox=[1090, 549, 1320, 618]
correspondent-sign: Sin más se despide de usted atento y s. s. q. b. s. m.—El Corresponsal. bbox=[57, 193, 330, 221]
separator: —∞§∞— bbox=[1181, 344, 1228, 355]
article-paragraph: Hoy se cree que fondeará en nuestra bahía. bbox=[347, 754, 578, 781]
article-paragraph: El ministro de la Guerra ha autorizado para que se verifiquen permutas entre los soldados de distintos cuerpos, siempre que se trate de veteranos, pero de ningún modo con reclutas del último reemplazo. bbox=[347, 1936, 578, 2021]
separator: —∞§∞— bbox=[1181, 2547, 1228, 2559]
article-paragraph: Entre varios biciclistas donostiarras se agita la idea de hacer en los próximos días de Semana Santa una excursión, dirigida al Sr. Fabrellas, y que consistiría en ir á Pamplona por Lecumberri, y después de asistir á las fiestas religiosas del Viernes Santo, regresar á San Sebastián por Lesaca é Irún. bbox=[1090, 2432, 1320, 2545]
article-paragraph: La Diputación variará desde hoy las horas de oficina de la tarde. En vez de ser de seis á echo, serán de cuatro á seis. bbox=[842, 1071, 1073, 1127]
heading-soldados: Soldados á Cuba bbox=[398, 1775, 527, 1792]
article-paragraph: Día 6.—Contra María Arana y Modesta Ibarburu, por el delito de hurto. Las defenderá el señor Soroeta y representará el señor Aguirre. bbox=[57, 678, 330, 734]
article-paragraph: Han llegado á esta ciudad procedentes de Irún, 45 soldados del batallón allí destacado á quienes la suerte les destina á reforzar el ejército de Cuba. bbox=[347, 1794, 578, 1865]
separator: —∞§∞— bbox=[687, 672, 733, 684]
paper-amount: 288,00 bbox=[289, 382, 330, 396]
separator: —∞§∞— bbox=[934, 1232, 981, 1243]
separator: —∞§∞— bbox=[934, 1056, 981, 1068]
article-paragraph: El jueves se verificará el beneficio de la familia Christiany, que tantas simpatías ha sabido conquistarse de nuestro público, y el próximo domingo despedida de la compañía y clausura del Teatro-Circo, hasta Pascuas. bbox=[347, 1256, 578, 1339]
separator: —∞§∞— bbox=[1181, 1307, 1228, 1319]
article-paragraph: Esto afirman varios asiduos concurrentes á los frontones, y de confirmarse la noticia, con seguridad se verá la plaza llena de bote en bote. bbox=[594, 964, 826, 1020]
separator: —∞§∞— bbox=[687, 1285, 733, 1297]
